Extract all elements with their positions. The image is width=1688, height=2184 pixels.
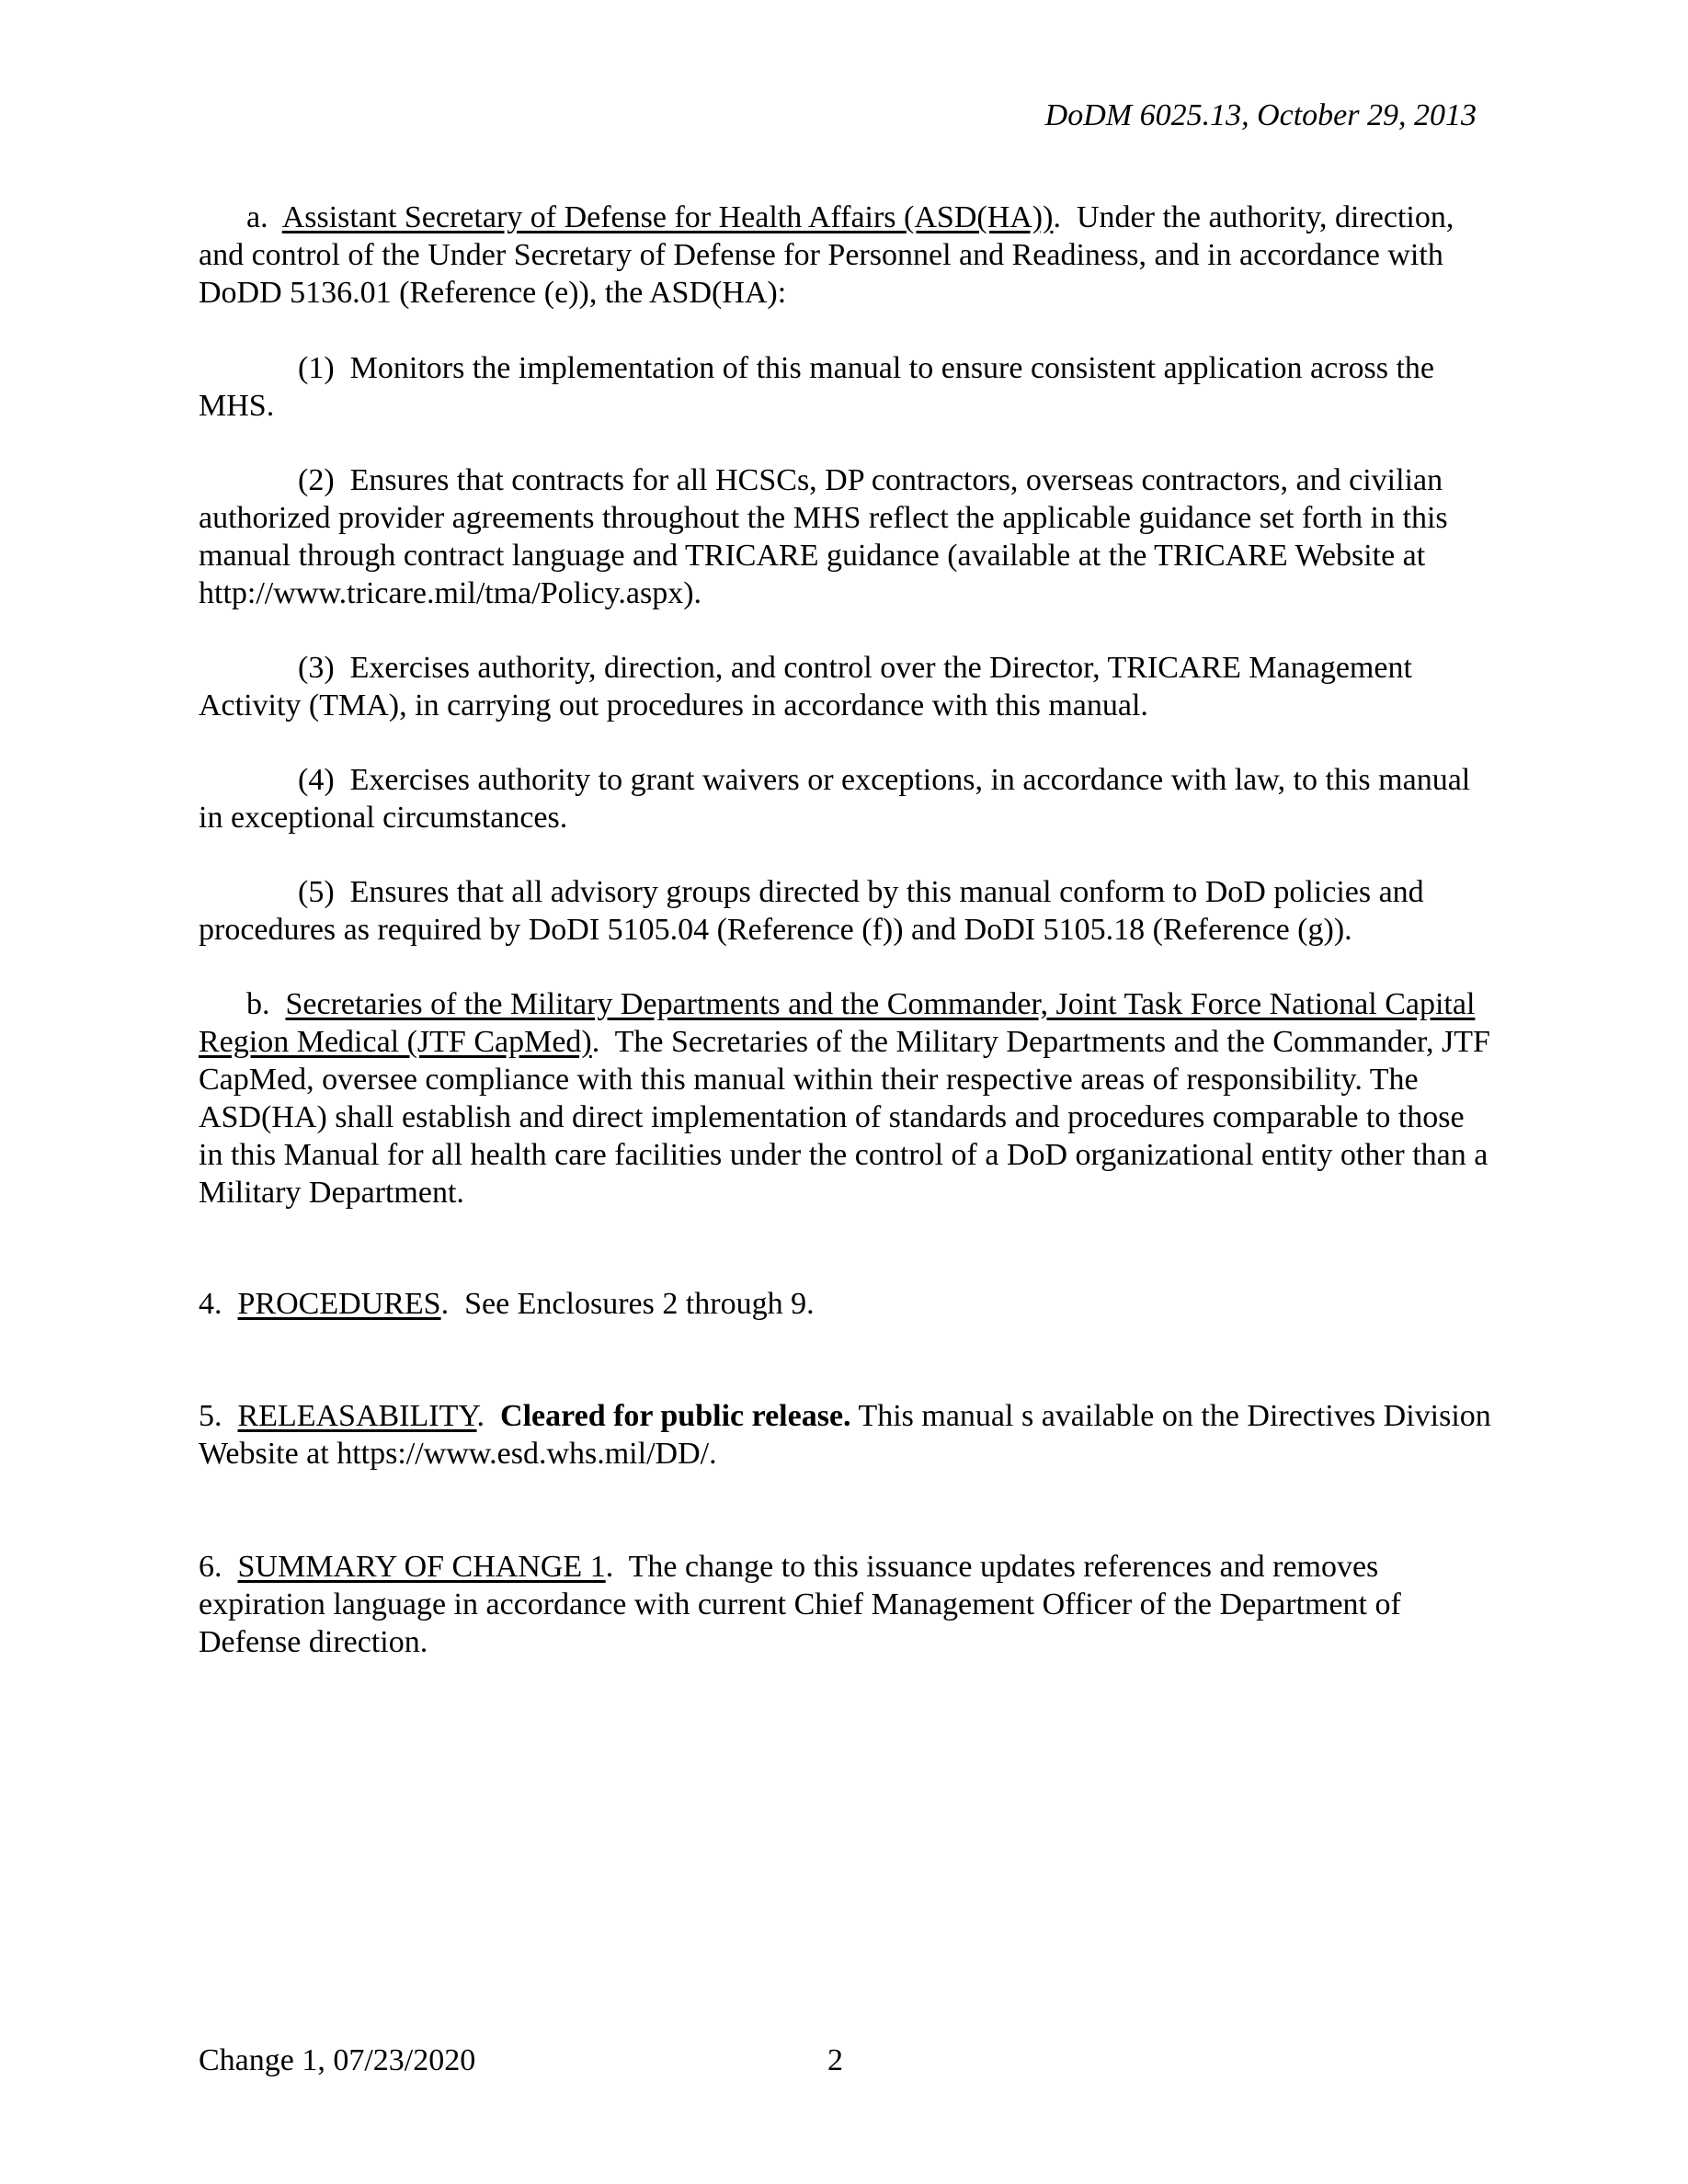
section-a-text: Under the authority, direction, and control of the Under Secretary of Defense for Personnel and Readiness, and in accordance with DoDD 5136.01 (Reference (e)), the ASD(HA):: [199, 200, 1454, 310]
footer-page-number: 2: [827, 2043, 843, 2077]
section-6-heading: SUMMARY OF CHANGE 1: [237, 1550, 606, 1584]
item-text: Exercises authority, direction, and control over the Director, TRICARE Management Activity (TMA), in carrying out procedures in accordance with this manual.: [199, 651, 1412, 722]
section-b-heading-end: .: [591, 1025, 600, 1059]
section-a-paragraph: [199, 199, 1495, 312]
section-a-item-4: [199, 761, 1495, 836]
section-a-heading-end: .: [1053, 200, 1061, 234]
section-4-heading: PROCEDURES: [237, 1287, 441, 1321]
item-text: Ensures that all advisory groups directed by this manual conform to DoD policies and procedures as required by DoDI 5105.04 (Reference (f)) and DoDI 5105.18 (Reference (g)).: [199, 875, 1424, 947]
item-marker: (2): [298, 463, 335, 497]
item-marker: (4): [298, 763, 335, 797]
item-marker: (5): [298, 875, 335, 909]
section-b-marker: b.: [246, 987, 270, 1021]
section-5-heading-end: .: [476, 1399, 485, 1433]
section-6-number: 6.: [199, 1550, 222, 1584]
section-4-number: 4.: [199, 1287, 222, 1321]
document-header: DoDM 6025.13, October 29, 2013: [1044, 98, 1477, 132]
item-marker: (3): [298, 651, 335, 685]
section-6-text: The change to this issuance updates references and removes expiration language in accordance with current Chief Management Officer of the Department of Defense direction.: [199, 1550, 1401, 1659]
section-5-heading: RELEASABILITY: [237, 1399, 477, 1433]
section-6-paragraph: [199, 1548, 1495, 1661]
section-b-text: The Secretaries of the Military Departments and the Commander, JTF CapMed, oversee compliance with this manual within their respective areas of responsibility. The ASD(HA) shall establish and direct implementation of standards and procedures comparable to those in this Manual for all health care facilities under the control of a DoD organizational entity other than a Military Department.: [199, 1025, 1490, 1210]
section-4-text: See Enclosures 2 through 9.: [464, 1287, 815, 1321]
section-5-text: This manual s available on the Directives Division Website at https://www.esd.whs.mil/DD/.: [199, 1399, 1491, 1471]
item-text: Ensures that contracts for all HCSCs, DP contractors, overseas contractors, and civilian authorized provider agreements throughout the MHS reflect the applicable guidance set forth in this manual through contract language and TRICARE guidance (available at the TRICARE Website at http://www.tricare.mil/tma/Policy.aspx).: [199, 463, 1448, 610]
section-a-item-3: [199, 649, 1495, 724]
section-b-heading: Secretaries of the Military Departments and the Commander, Joint Task Force National Capital Region Medical (JTF CapMed): [199, 987, 1476, 1059]
section-4-paragraph: [199, 1285, 1495, 1323]
section-5-bold-text: Cleared for public release.: [500, 1399, 851, 1433]
section-a-item-5: [199, 873, 1495, 949]
section-5-paragraph: [199, 1397, 1495, 1473]
item-text: Monitors the implementation of this manual to ensure consistent application across the MHS.: [199, 351, 1435, 423]
section-b-paragraph: [199, 985, 1495, 1211]
section-6-heading-end: .: [605, 1550, 614, 1584]
section-a-item-2: [199, 461, 1495, 612]
section-4-heading-end: .: [440, 1287, 450, 1321]
section-5-number: 5.: [199, 1399, 222, 1433]
section-a-item-1: [199, 349, 1495, 425]
section-a-heading: Assistant Secretary of Defense for Health Affairs (ASD(HA)): [281, 200, 1054, 234]
section-a-marker: a.: [246, 200, 268, 234]
footer-change: Change 1, 07/23/2020: [199, 2043, 476, 2077]
item-marker: (1): [298, 351, 335, 385]
item-text: Exercises authority to grant waivers or exceptions, in accordance with law, to this manual in exceptional circumstances.: [199, 763, 1471, 835]
